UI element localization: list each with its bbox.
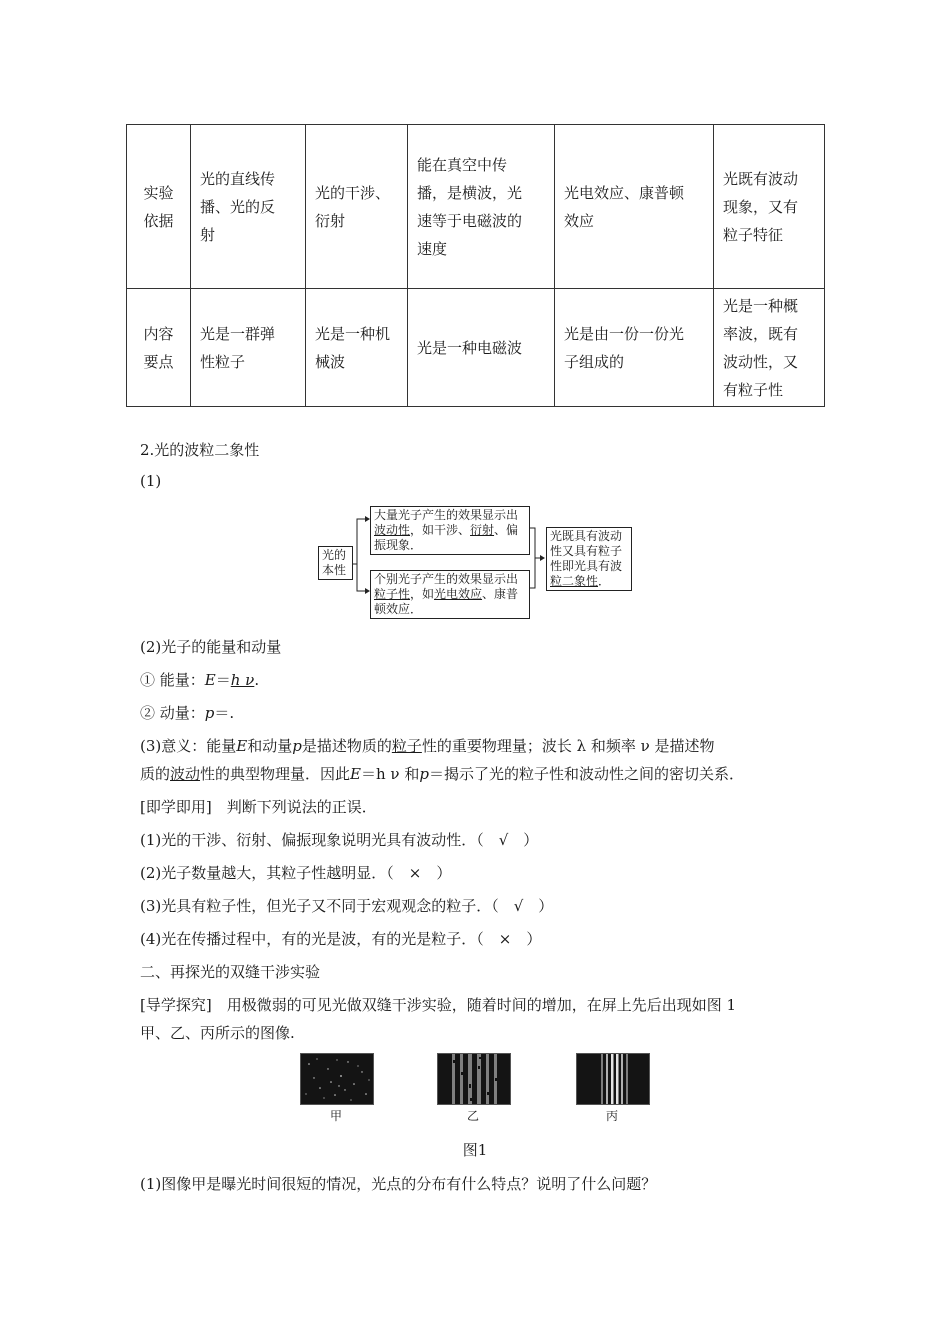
- particle-nature-box: 个别光子产生的效果显示出 粒子性，如光电效应、康普 顿效应．: [370, 570, 530, 619]
- table-row: [127, 289, 825, 407]
- clear-fringe-pattern: [577, 1054, 649, 1104]
- table-cell: 光是一种电磁波: [408, 289, 555, 407]
- wave-particle-duality-box: 光既具有波动 性又具有粒子 性即光具有波 粒二象性．: [546, 527, 632, 591]
- judgement-item: (3)光具有粒子性，但光子又不同于宏观观念的粒子．（ √ ）: [140, 897, 554, 915]
- figure-caption-jia: 甲: [329, 1109, 342, 1123]
- comparison-table: [126, 124, 825, 407]
- subheading-energy-momentum: (2)光子的能量和动量: [140, 638, 282, 656]
- meaning-paragraph-line2: 质的波动性的典型物理量．因此E＝h ν 和p＝揭示了光的粒子性和波动性之间的密切关系．: [140, 765, 744, 783]
- judgement-item: (4)光在传播过程中，有的光是波，有的光是粒子．（ × ）: [140, 930, 542, 948]
- scattered-dots-pattern: [301, 1054, 373, 1104]
- section-heading: 2.光的波粒二象性: [140, 441, 260, 459]
- guide-paragraph-line2: 甲、乙、丙所示的图像.: [140, 1024, 295, 1042]
- judgement-item: (1)光的干涉、衍射、偏振现象说明光具有波动性．（ √ ）: [140, 831, 539, 849]
- table-cell: 光既有波动 现象，又有 粒子特征: [714, 125, 825, 289]
- judgement-item: (2)光子数量越大，其粒子性越明显．（ × ）: [140, 864, 452, 882]
- figure-caption-yi: 乙: [466, 1109, 479, 1123]
- table-cell: 光的直线传 播、光的反 射: [191, 125, 306, 289]
- figure-image-yi-partial-fringes: [437, 1053, 511, 1105]
- judge-intro: [即学即用] 判断下列说法的正误．: [140, 798, 377, 816]
- table-cell: 能在真空中传 播，是横波，光 速等于电磁波的 速度: [408, 125, 555, 289]
- question-one: (1)图像甲是曝光时间很短的情况，光点的分布有什么特点？说明了什么问题？: [140, 1175, 657, 1193]
- figure-caption-bing: 丙: [605, 1109, 618, 1123]
- energy-formula: ① 能量：E＝h ν.: [140, 671, 260, 689]
- figure-image-bing-clear-fringes: [576, 1053, 650, 1105]
- table-cell: 光电效应、康普顿 效应: [555, 125, 714, 289]
- table-cell: 光是一种概 率波，既有 波动性，又 有粒子性: [714, 289, 825, 407]
- figure-image-jia-dots: [300, 1053, 374, 1105]
- table-cell: 光是一群弹 性粒子: [191, 289, 306, 407]
- table-cell: 光是由一份一份光 子组成的: [555, 289, 714, 407]
- section-heading-two: 二、再探光的双缝干涉实验: [140, 963, 321, 981]
- figure-title: 图1: [462, 1141, 488, 1159]
- nature-of-light-box: 光的 本性: [318, 546, 353, 580]
- momentum-formula: ② 动量：p＝.: [140, 704, 235, 722]
- guide-paragraph-line1: [导学探究] 用极微弱的可见光做双缝干涉实验，随着时间的增加，在屏上先后出现如图 1: [140, 996, 737, 1014]
- row-header-content: 内容 要点: [127, 289, 191, 407]
- meaning-paragraph-line1: (3)意义：能量E和动量p是描述物质的粒子性的重要物理量；波长 λ 和频率 ν 是描述物: [140, 737, 715, 755]
- table-cell: 光是一种机 械波: [306, 289, 408, 407]
- row-header-experiment: 实验 依据: [127, 125, 191, 289]
- concept-diagram: [317, 506, 633, 622]
- item-label: (1): [140, 472, 162, 490]
- table-cell: 光的干涉、 衍射: [306, 125, 408, 289]
- table-row: [127, 125, 825, 289]
- wave-nature-box: 大量光子产生的效果显示出 波动性，如干涉、衍射、偏 振现象．: [370, 506, 530, 555]
- noisy-fringe-pattern: [438, 1054, 510, 1104]
